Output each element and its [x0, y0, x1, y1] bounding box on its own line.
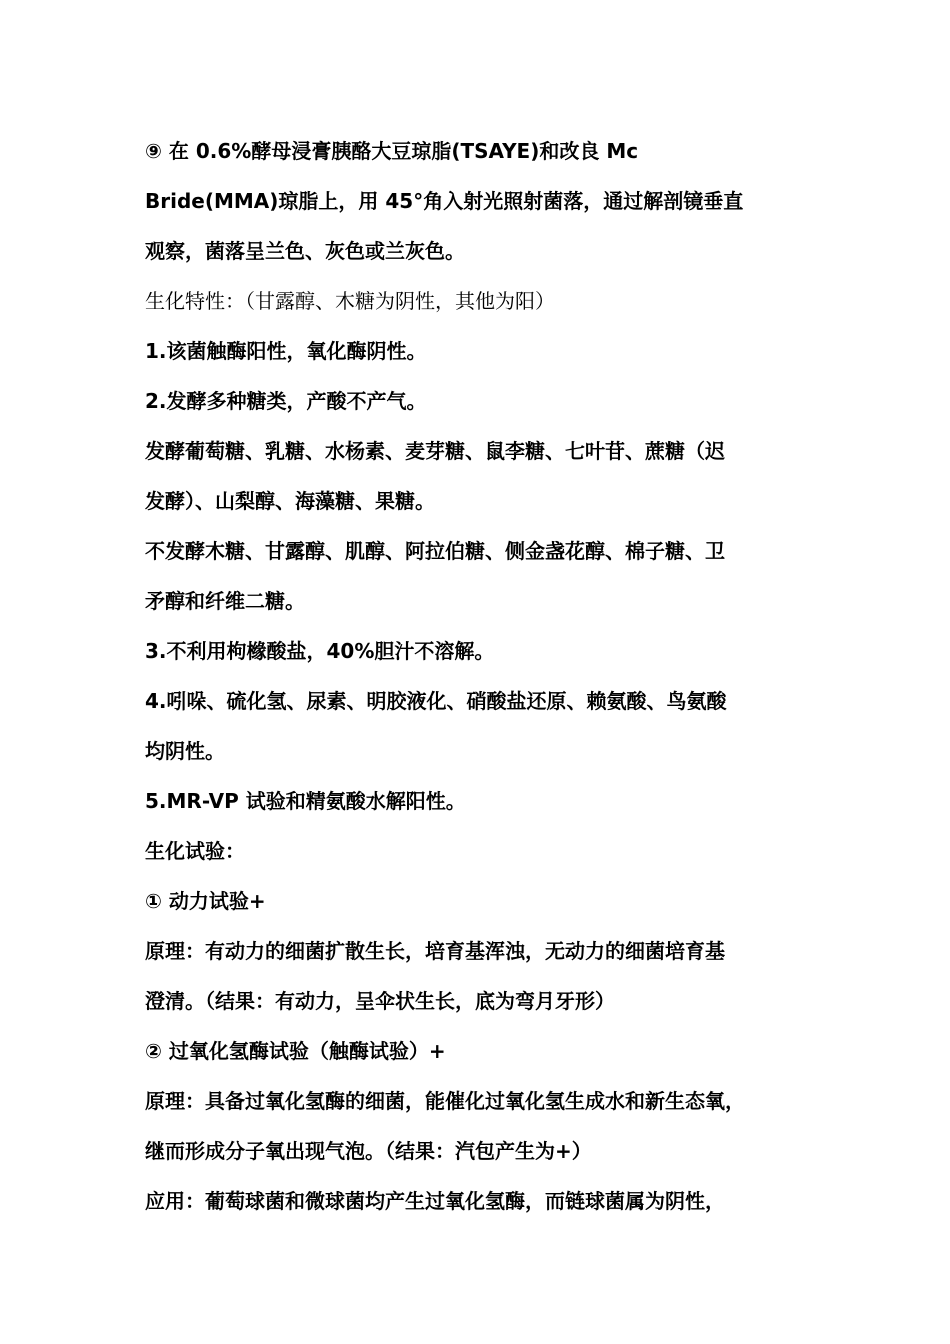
text-line: ① 动力试验+ — [145, 889, 266, 913]
text-line: ⑨ 在 0.6%酵母浸膏胰酪大豆琼脂(TSAYE)和改良 Mc — [145, 139, 639, 163]
text-line: 1.该菌触酶阳性，氧化酶阴性。 — [145, 339, 427, 363]
section-heading-biochemical-properties: 生化特性：（甘露醇、木糖为阴性，其他为阳） — [145, 289, 555, 313]
text-line: 发酵）、山梨醇、海藻糖、果糖。 — [145, 489, 435, 513]
document-body — [145, 126, 815, 1226]
text-line: 2.发酵多种糖类，产酸不产气。 — [145, 389, 427, 413]
text-line: 原理：有动力的细菌扩散生长，培育基浑浊，无动力的细菌培育基 — [145, 939, 725, 963]
text-line: 继而形成分子氧出现气泡。（结果：汽包产生为+） — [145, 1139, 592, 1163]
text-line: 均阴性。 — [145, 739, 225, 763]
text-line: 观察，菌落呈兰色、灰色或兰灰色。 — [145, 239, 465, 263]
text-line: Bride(MMA)琼脂上，用 45°角入射光照射菌落，通过解剖镜垂直 — [145, 189, 744, 213]
text-line: 3.不利用枸橼酸盐，40%胆汁不溶解。 — [145, 639, 495, 663]
text-line: ② 过氧化氢酶试验（触酶试验）+ — [145, 1039, 446, 1063]
text-line: 发酵葡萄糖、乳糖、水杨素、麦芽糖、鼠李糖、七叶苷、蔗糖（迟 — [145, 439, 725, 463]
text-line: 矛醇和纤维二糖。 — [145, 589, 305, 613]
text-line: 应用：葡萄球菌和微球菌均产生过氧化氢酶，而链球菌属为阴性， — [145, 1189, 725, 1213]
text-line: 原理：具备过氧化氢酶的细菌，能催化过氧化氢生成水和新生态氧， — [145, 1089, 745, 1113]
text-line: 澄清。（结果：有动力，呈伞状生长，底为弯月牙形） — [145, 989, 615, 1013]
text-line: 4.吲哚、硫化氢、尿素、明胶液化、硝酸盐还原、赖氨酸、鸟氨酸 — [145, 689, 727, 713]
text-line: 5.MR-VP 试验和精氨酸水解阳性。 — [145, 789, 466, 813]
text-line: 不发酵木糖、甘露醇、肌醇、阿拉伯糖、侧金盏花醇、棉子糖、卫 — [145, 539, 725, 563]
section-heading-biochemical-tests: 生化试验： — [145, 839, 245, 863]
